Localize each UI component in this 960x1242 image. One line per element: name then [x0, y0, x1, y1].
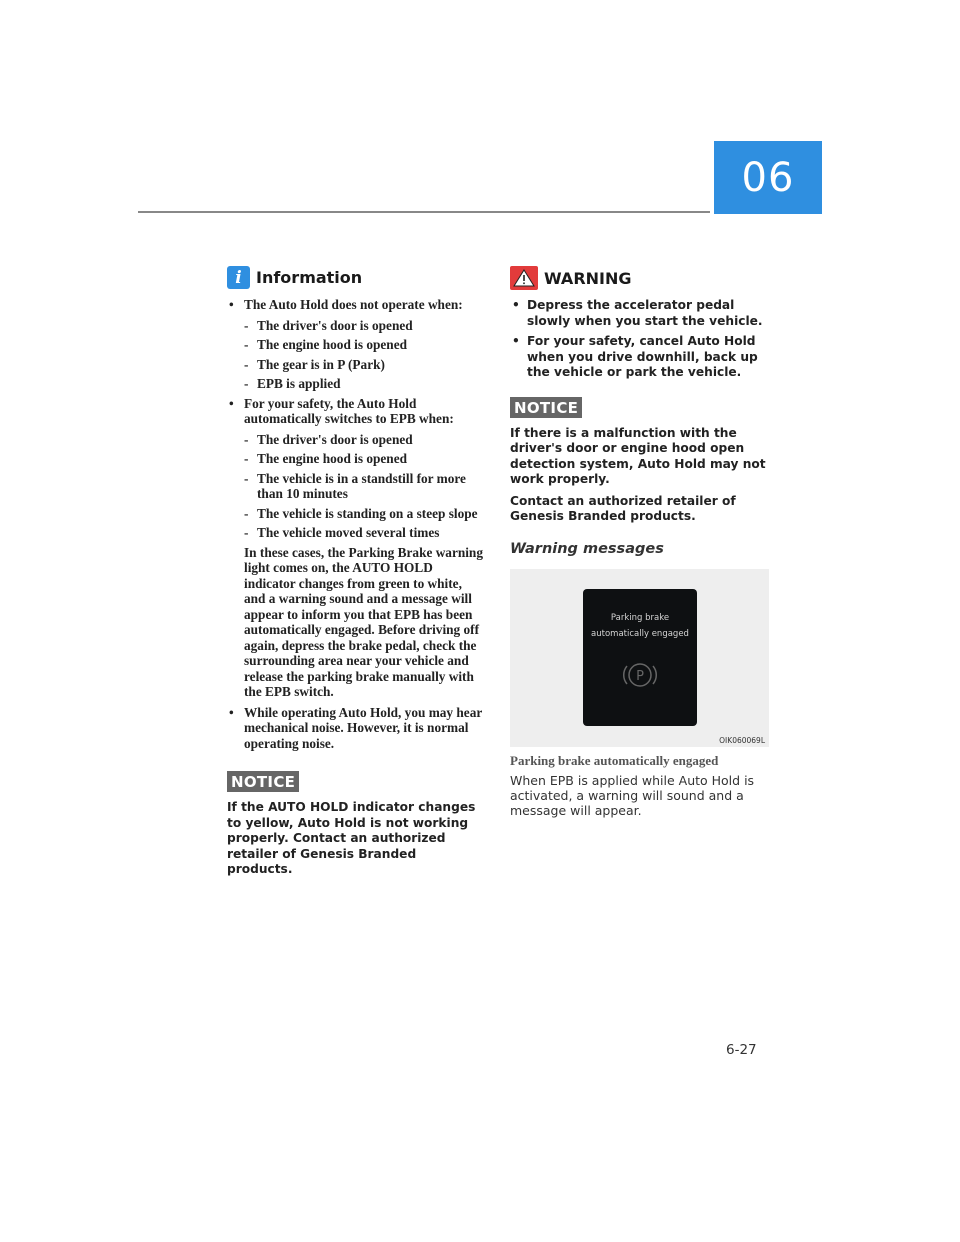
notice-badge: NOTICE: [227, 771, 299, 792]
figure-caption: Parking brake automatically engaged: [510, 752, 719, 768]
notice-left: [227, 771, 485, 878]
chapter-number: 06: [741, 154, 795, 201]
display-line-2: automatically engaged: [591, 628, 689, 639]
warning-bullet: • For your safety, cancel Auto Hold when you drive downhill, back up the vehicle or park the vehicle.: [510, 334, 772, 381]
info-bullet-1: • The Auto Hold does not operate when:: [227, 297, 485, 313]
figure-code: OIK060069L: [719, 735, 765, 745]
header-rule: [138, 211, 710, 213]
notice-right-text-1: If there is a malfunction with the driver's door or engine hood open detection system, Auto Hold may not work properly.: [510, 425, 766, 486]
list-item: - The gear is in P (Park): [227, 357, 485, 373]
left-column: [227, 266, 485, 878]
list-item: - The driver's door is opened: [227, 432, 485, 448]
warning-bullet: • Depress the accelerator pedal slowly when you start the vehicle.: [510, 298, 772, 329]
parking-brake-icon: [619, 661, 661, 689]
information-title: Information: [256, 268, 363, 287]
info-bullet-3: • While operating Auto Hold, you may hear mechanical noise. However, it is normal operating noise.: [227, 705, 485, 752]
notice-left-text: If the AUTO HOLD indicator changes to yellow, Auto Hold is not working properly. Contact an authorized retailer of Genesis Branded products.: [227, 800, 476, 876]
chapter-tab: [714, 141, 822, 214]
info-icon: i: [227, 266, 250, 289]
list-item: - The vehicle moved several times: [227, 525, 485, 541]
warning-title: WARNING: [544, 268, 632, 288]
right-column: [510, 266, 772, 818]
list-item: - The vehicle is standing on a steep slope: [227, 506, 485, 522]
list-item: - The driver's door is opened: [227, 318, 485, 334]
notice-right-text-2: Contact an authorized retailer of Genesis Branded products.: [510, 493, 736, 523]
info-bullet-2: • For your safety, the Auto Hold automatically switches to EPB when:: [227, 396, 485, 427]
cluster-figure: [510, 569, 769, 747]
list-item: - The engine hood is opened: [227, 337, 485, 353]
notice-right: [510, 397, 772, 525]
list-item: - EPB is applied: [227, 376, 485, 392]
svg-text:P: P: [636, 668, 644, 684]
list-item: - The vehicle is in a standstill for more than 10 minutes: [227, 471, 485, 502]
info-paragraph: In these cases, the Parking Brake warning light comes on, the AUTO HOLD indicator changes from green to white, and a warning sound and a message will appear to inform you that EPB has been automatically engaged. Before driving off again, depress the brake pedal, check the surrounding area near your vehicle and release the parking brake manually with the EPB switch.: [244, 544, 483, 699]
figure-description: When EPB is applied while Auto Hold is activated, a warning will sound and a message will appear.: [510, 772, 755, 818]
cluster-display: [583, 589, 697, 726]
page-number: 6-27: [726, 1042, 757, 1058]
list-item: - The engine hood is opened: [227, 451, 485, 467]
display-line-1: Parking brake: [610, 612, 670, 623]
section-heading: Warning messages: [510, 540, 664, 557]
notice-badge: NOTICE: [510, 397, 582, 418]
warning-triangle-icon: [510, 266, 538, 290]
information-header: [227, 266, 485, 289]
warning-header: [510, 266, 772, 290]
